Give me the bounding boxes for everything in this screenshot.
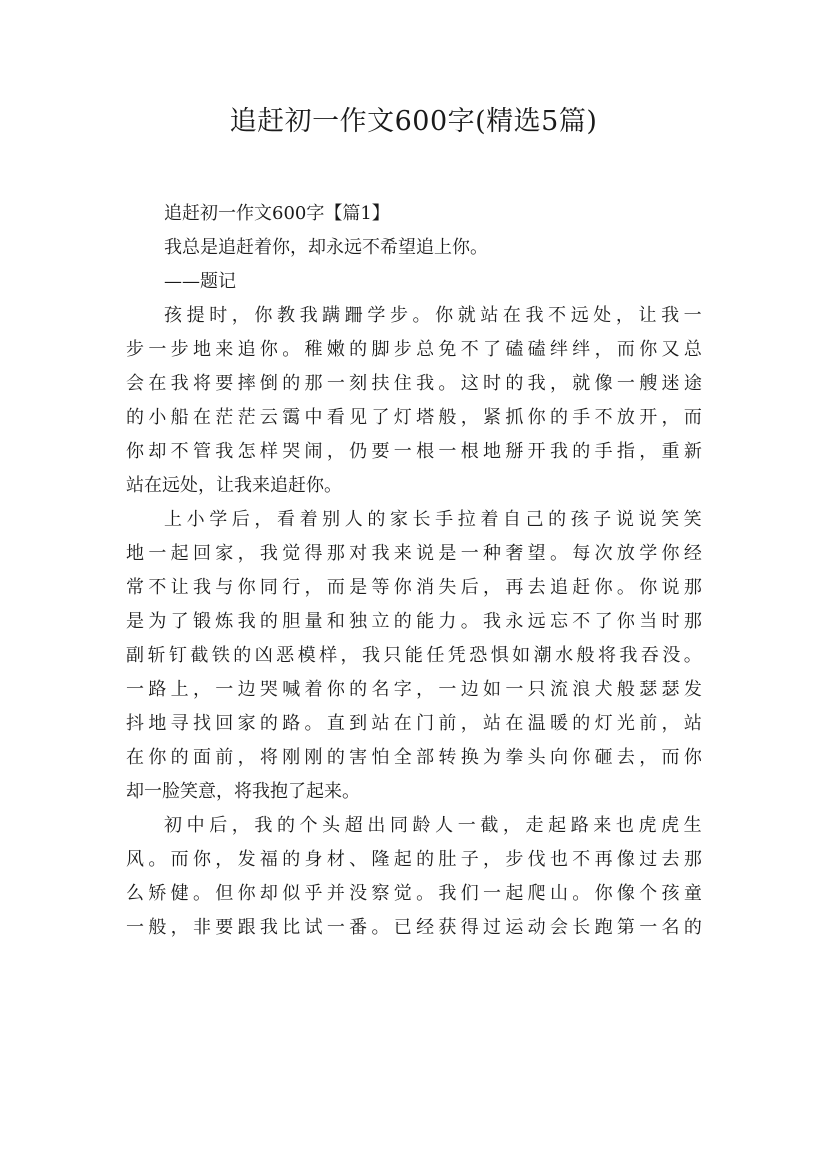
paragraph-line: 抖 地 寻 找 回 家 的 路 。 直 到 站 在 门 前 ， 站 在 温 暖 的 灯 光 前 ， 站 [126,713,702,734]
paragraph-line: 风 。 而 你 ， 发 福 的 身 材 、 隆 起 的 肚 子 ， 步 伐 也 不 再 像 过 去 那 [126,849,702,870]
paragraph-line: 却一脸笑意，将我抱了起来。 [126,781,360,802]
paragraph-line: 的 小 船 在 茫 茫 云 霭 中 看 见 了 灯 塔 般 ， 紧 抓 你 的 手 不 放 开 ， 而 [126,407,702,428]
paragraph-line: 会 在 我 将 要 摔 倒 的 那 一 刻 扶 住 我 。 这 时 的 我 ， 就 像 一 艘 迷 途 [126,373,702,394]
paragraph-line: 你 却 不 管 我 怎 样 哭 闹 ， 仍 要 一 根 一 根 地 掰 开 我 的 手 指 ， 重 新 [126,441,702,462]
epigraph: 我总是追赶着你，却永远不希望追上你。 [164,237,488,258]
paragraph-3 [126,809,702,945]
paragraph-line: 一 般 ， 非 要 跟 我 比 试 一 番 。 已 经 获 得 过 运 动 会 长 跑 第 一 名 的 [126,917,702,938]
paragraph-line: 步 一 步 地 来 追 你 。 稚 嫩 的 脚 步 总 免 不 了 磕 磕 绊 绊 ， 而 你 又 总 [126,339,702,360]
paragraph-line: 孩 提 时 ， 你 教 我 蹒 跚 学 步 。 你 就 站 在 我 不 远 处 ， 让 我 一 [164,305,702,326]
paragraph-line: 是 为 了 锻 炼 我 的 胆 量 和 独 立 的 能 力 。 我 永 远 忘 不 了 你 当 时 那 [126,611,702,632]
paragraph-line: 一 路 上 ， 一 边 哭 喊 着 你 的 名 字 ， 一 边 如 一 只 流 浪 犬 般 瑟 瑟 发 [126,679,702,700]
paragraph-line: 副 斩 钉 截 铁 的 凶 恶 模 样 ， 我 只 能 任 凭 恐 惧 如 潮 水 般 将 我 吞 没 。 [126,645,702,666]
paragraph-line: 初 中 后 ， 我 的 个 头 超 出 同 龄 人 一 截 ， 走 起 路 来 也 虎 虎 生 [164,815,702,836]
paragraph-1 [126,299,702,503]
paragraph-line: 常 不 让 我 与 你 同 行 ， 而 是 等 你 消 失 后 ， 再 去 追 赶 你 。 你 说 那 [126,577,702,598]
paragraph-line: 地 一 起 回 家 ， 我 觉 得 那 对 我 来 说 是 一 种 奢 望 。 每 次 放 学 你 经 [126,543,702,564]
document-title: 追赶初一作文600字(精选5篇) [229,106,598,137]
epigraph-signature: ——题记 [164,271,236,292]
document-body [126,197,702,945]
paragraph-2 [126,503,702,809]
section-heading: 追赶初一作文600字【篇1】 [164,203,390,224]
paragraph-line: 上 小 学 后 ， 看 着 别 人 的 家 长 手 拉 着 自 己 的 孩 子 说 说 笑 笑 [164,509,702,530]
paragraph-line: 么 矫 健 。 但 你 却 似 乎 并 没 察 觉 。 我 们 一 起 爬 山 。 你 像 个 孩 童 [126,883,702,904]
paragraph-line: 在 你 的 面 前 ， 将 刚 刚 的 害 怕 全 部 转 换 为 拳 头 向 你 砸 去 ， 而 你 [126,747,702,768]
paragraph-line: 站在远处，让我来追赶你。 [126,475,342,496]
